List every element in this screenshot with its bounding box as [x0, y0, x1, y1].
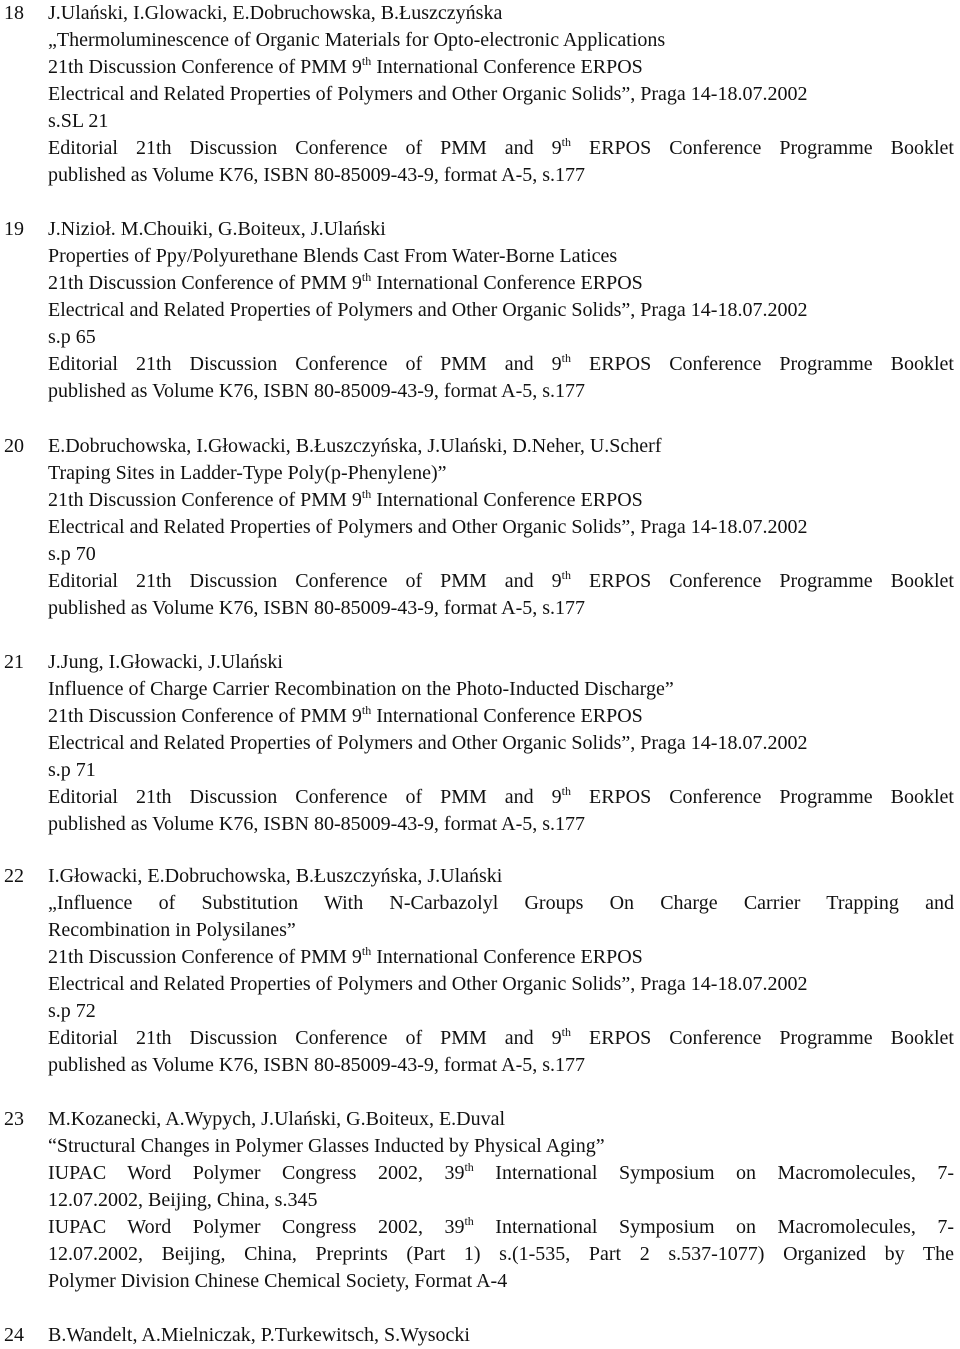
conference-topic-line: Electrical and Related Properties of Polymers and Other Organic Solids”, Praga 14-18.07.2002: [48, 973, 808, 995]
conference-line: 21th Discussion Conference of PMM 9th International Conference ERPOS: [48, 54, 643, 78]
page-reference: s.p 70: [48, 543, 96, 565]
editorial-line: Editorial 21th Discussion Conference of PMM and 9th ERPOS Conference Programme Booklet: [48, 1025, 954, 1049]
congress-line: IUPAC Word Polymer Congress 2002, 39th International Symposium on Macromolecules, 7-: [48, 1160, 955, 1184]
entry-number: 23: [4, 1108, 24, 1130]
entry-authors: B.Wandelt, A.Mielniczak, P.Turkewitsch, S.Wysocki: [48, 1324, 470, 1346]
entry-number: 24: [4, 1324, 24, 1346]
page-reference: s.SL 21: [48, 110, 109, 132]
entry-title: „Thermoluminescence of Organic Materials for Opto-electronic Applications: [48, 29, 666, 51]
entry-number: 19: [4, 218, 24, 240]
entry-title: Traping Sites in Ladder-Type Poly(p-Phenylene)”: [48, 462, 447, 484]
conference-line: 21th Discussion Conference of PMM 9th International Conference ERPOS: [48, 703, 643, 727]
conference-line: 21th Discussion Conference of PMM 9th International Conference ERPOS: [48, 487, 643, 511]
preprints-line: 12.07.2002, Beijing, China, Preprints (Part 1) s.(1-535, Part 2 s.537-1077) Organized by The: [48, 1243, 954, 1265]
entry-title: “Structural Changes in Polymer Glasses Inducted by Physical Aging”: [48, 1135, 605, 1157]
editorial-line: Editorial 21th Discussion Conference of PMM and 9th ERPOS Conference Programme Booklet: [48, 135, 954, 159]
published-line: published as Volume K76, ISBN 80-85009-43-9, format A-5, s.177: [48, 1054, 586, 1076]
conference-topic-line: Electrical and Related Properties of Polymers and Other Organic Solids”, Praga 14-18.07.2002: [48, 732, 808, 754]
entry-number: 22: [4, 865, 24, 887]
page-reference: s.p 65: [48, 326, 96, 348]
congress-date-line: 12.07.2002, Beijing, China, s.345: [48, 1189, 318, 1211]
entry-title: Influence of Charge Carrier Recombination on the Photo-Inducted Discharge”: [48, 678, 674, 700]
editorial-line: Editorial 21th Discussion Conference of PMM and 9th ERPOS Conference Programme Booklet: [48, 351, 954, 375]
entry-number: 20: [4, 435, 24, 457]
conference-line: 21th Discussion Conference of PMM 9th International Conference ERPOS: [48, 944, 643, 968]
page-reference: s.p 71: [48, 759, 96, 781]
entry-title: „Influence of Substitution With N-Carbazolyl Groups On Charge Carrier Trapping and: [48, 892, 954, 914]
published-line: published as Volume K76, ISBN 80-85009-43-9, format A-5, s.177: [48, 597, 586, 619]
conference-topic-line: Electrical and Related Properties of Polymers and Other Organic Solids”, Praga 14-18.07.2002: [48, 83, 808, 105]
entry-authors: J.Nizioł. M.Chouiki, G.Boiteux, J.Ulański: [48, 218, 386, 240]
conference-topic-line: Electrical and Related Properties of Polymers and Other Organic Solids”, Praga 14-18.07.2002: [48, 516, 808, 538]
entry-authors: I.Głowacki, E.Dobruchowska, B.Łuszczyńska, J.Ulański: [48, 865, 503, 887]
published-line: published as Volume K76, ISBN 80-85009-43-9, format A-5, s.177: [48, 164, 586, 186]
published-line: published as Volume K76, ISBN 80-85009-43-9, format A-5, s.177: [48, 380, 586, 402]
entry-authors: M.Kozanecki, A.Wypych, J.Ulański, G.Boiteux, E.Duval: [48, 1108, 506, 1130]
entry-authors: E.Dobruchowska, I.Głowacki, B.Łuszczyńska, J.Ulański, D.Neher, U.Scherf: [48, 435, 662, 457]
entry-authors: J.Jung, I.Głowacki, J.Ulański: [48, 651, 283, 673]
editorial-line: Editorial 21th Discussion Conference of PMM and 9th ERPOS Conference Programme Booklet: [48, 568, 954, 592]
organizer-line: Polymer Division Chinese Chemical Society, Format A-4: [48, 1270, 508, 1292]
entry-number: 18: [4, 2, 24, 24]
conference-topic-line: Electrical and Related Properties of Polymers and Other Organic Solids”, Praga 14-18.07.2002: [48, 299, 808, 321]
entry-authors: J.Ulański, I.Glowacki, E.Dobruchowska, B.Łuszczyńska: [48, 2, 503, 24]
editorial-line: Editorial 21th Discussion Conference of PMM and 9th ERPOS Conference Programme Booklet: [48, 784, 954, 808]
congress-line: IUPAC Word Polymer Congress 2002, 39th International Symposium on Macromolecules, 7-: [48, 1214, 955, 1238]
entry-title-continued: Recombination in Polysilanes”: [48, 919, 296, 941]
page-reference: s.p 72: [48, 1000, 96, 1022]
published-line: published as Volume K76, ISBN 80-85009-43-9, format A-5, s.177: [48, 813, 586, 835]
conference-line: 21th Discussion Conference of PMM 9th International Conference ERPOS: [48, 270, 643, 294]
entry-title: Properties of Ppy/Polyurethane Blends Cast From Water-Borne Latices: [48, 245, 618, 267]
entry-number: 21: [4, 651, 24, 673]
